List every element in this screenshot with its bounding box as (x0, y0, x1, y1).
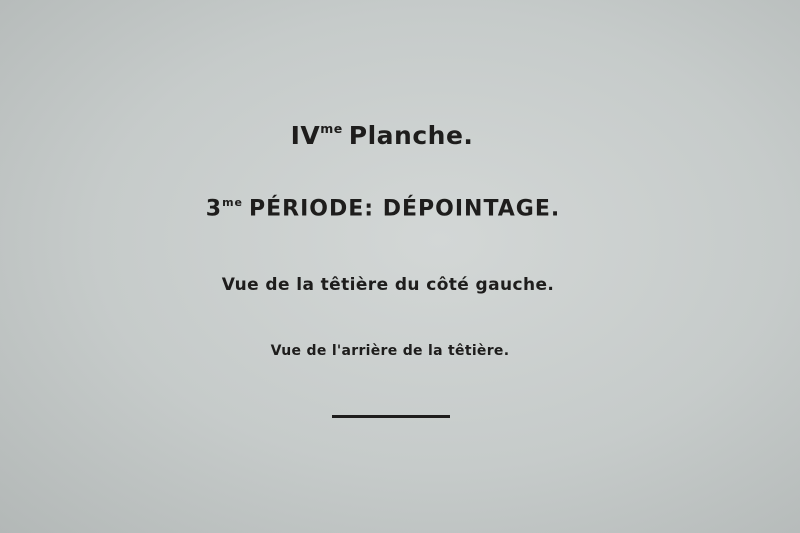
view-primary: Vue de la têtière du côté gauche. (221, 275, 555, 295)
plate-title (0, 121, 782, 150)
period-text: PÉRIODE: DÉPOINTAGE. (249, 196, 561, 222)
period-number-suffix: me (222, 196, 244, 209)
view-secondary: Vue de l'arrière de la têtière. (270, 343, 510, 359)
plate-label: Planche. (348, 121, 474, 150)
plate-number: IV (290, 121, 321, 150)
horizontal-rule (332, 415, 450, 418)
plate-number-suffix: me (320, 121, 343, 137)
period-number: 3 (205, 196, 223, 222)
period-heading (0, 196, 783, 221)
